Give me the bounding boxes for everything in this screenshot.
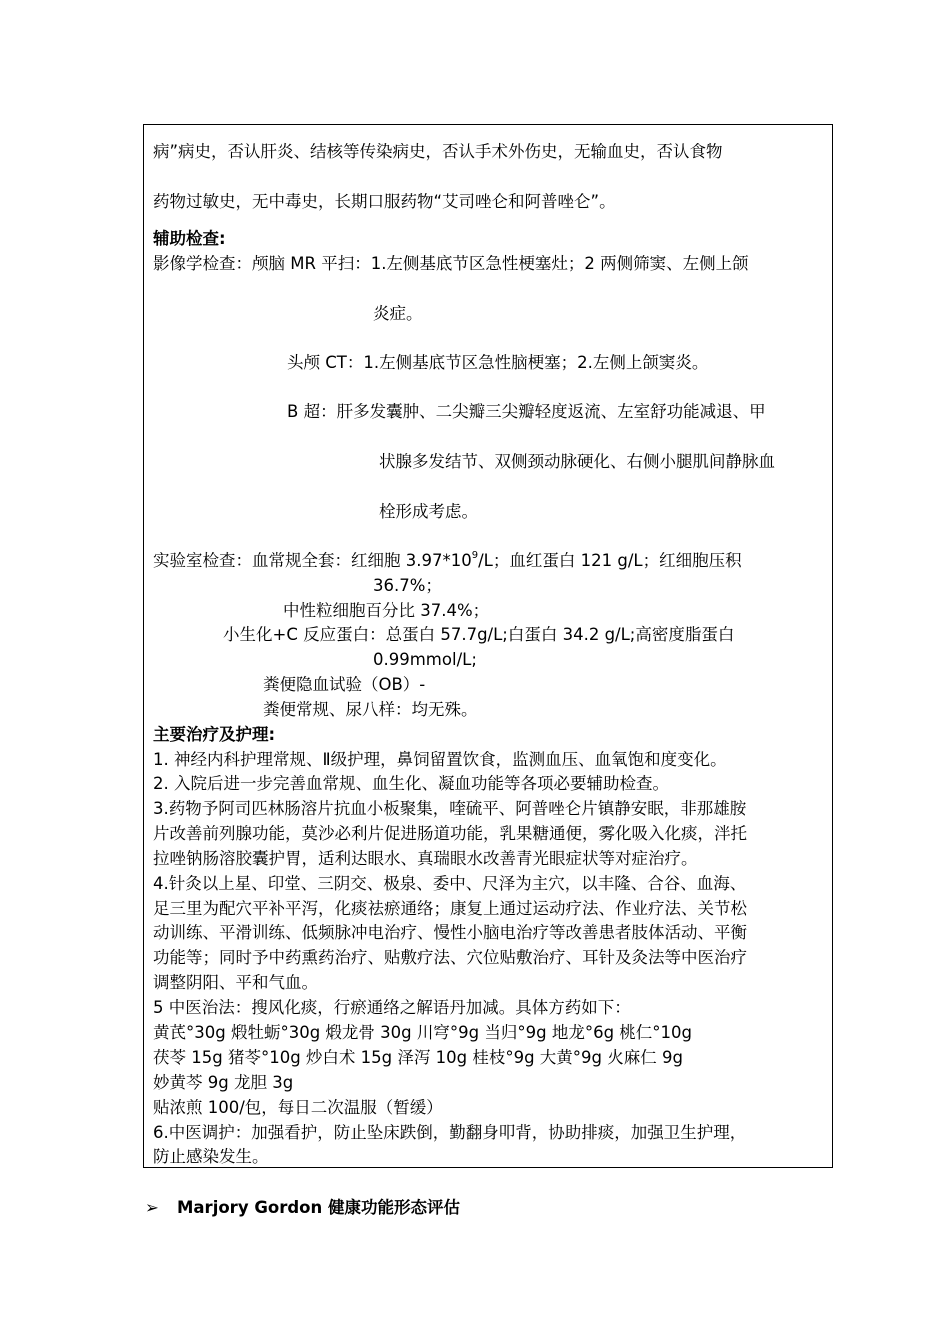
lab-biochem-line-2: 0.99mmol/L; [373, 650, 477, 669]
prescription-line: 黄芪°30g 煅牡蛎°30g 煅龙骨 30g 川穹°9g 当归°9g 地龙°6g 桃仁°10g [153, 1023, 693, 1042]
treatment-line: 片改善前列腺功能，莫沙必利片促进肠道功能，乳果糖通便，雾化吸入化痰，泮托 [153, 824, 747, 843]
prescription-line: 妙黄芩 9g 龙胆 3g [153, 1073, 294, 1092]
lab-blood-suffix: /L；血红蛋白 121 g/L；红细胞压积 [478, 551, 742, 570]
section-heading-title: Marjory Gordon 健康功能形态评估 [177, 1198, 460, 1217]
treatment-line: 6.中医调护：加强看护，防止坠床跌倒，勤翻身叩背，协助排痰，加强卫生护理， [153, 1123, 747, 1142]
treatment-line: 防止感染发生。 [153, 1147, 269, 1166]
lab-neutrophil-line: 中性粒细胞百分比 37.4%； [283, 601, 490, 620]
treatment-line: 3.药物予阿司匹林肠溶片抗血小板聚集，喹硫平、阿普唑仑片镇静安眠，非那雄胺 [153, 799, 747, 818]
treatment-line: 足三里为配穴平补平泻，化痰祛瘀通络；康复上通过运动疗法、作业疗法、关节松 [153, 899, 747, 918]
aux-exam-heading: 辅助检查: [153, 229, 226, 248]
imaging-mr-line-2: 炎症。 [373, 304, 423, 323]
lab-biochem-line-1: 小生化+C 反应蛋白：总蛋白 57.7g/L;白蛋白 34.2 g/L;高密度脂蛋白 [223, 625, 735, 644]
treatment-line: 调整阴阳、平和气血。 [153, 973, 318, 992]
ultrasound-line-2: 状腺多发结节、双侧颈动脉硬化、右侧小腿肌间静脉血 [379, 452, 775, 471]
treatment-line: 5 中医治法：搜风化痰，行瘀通络之解语丹加减。具体方药如下： [153, 998, 631, 1017]
lab-occult-blood-line: 粪便隐血试验（OB）- [263, 675, 426, 694]
lab-blood-line-1 [153, 551, 742, 571]
treatment-line: 功能等；同时予中药熏药治疗、贴敷疗法、穴位贴敷治疗、耳针及灸法等中医治疗 [153, 948, 747, 967]
lab-blood-exponent: 9 [471, 549, 479, 561]
treatment-line: 拉唑钠肠溶胶囊护胃，适利达眼水、真瑞眼水改善青光眼症状等对症治疗。 [153, 849, 698, 868]
prescription-dosage-line: 贴浓煎 100/包，每日二次温服（暂缓） [153, 1098, 443, 1117]
history-line-2: 药物过敏史，无中毒史，长期口服药物“艾司唑仑和阿普唑仑”。 [153, 192, 616, 211]
lab-stool-urine-line: 粪便常规、尿八样：均无殊。 [263, 700, 478, 719]
history-line-1: 病”病史，否认肝炎、结核等传染病史，否认手术外伤史，无输血史，否认食物 [153, 142, 723, 161]
treatment-line: 2. 入院后进一步完善血常规、血生化、凝血功能等各项必要辅助检查。 [153, 774, 669, 793]
lab-blood-line-2: 36.7%； [373, 576, 442, 595]
ultrasound-line-1: B 超：肝多发囊肿、二尖瓣三尖瓣轻度返流、左室舒功能减退、甲 [287, 402, 766, 421]
arrow-bullet-icon: ➢ [145, 1198, 159, 1217]
treatment-heading: 主要治疗及护理: [153, 725, 276, 744]
treatment-line: 动训练、平滑训练、低频脉冲电治疗、慢性小脑电治疗等改善患者肢体活动、平衡 [153, 923, 747, 942]
imaging-mr-line-1: 影像学检查：颅脑 MR 平扫：1.左侧基底节区急性梗塞灶；2 两侧筛窦、左侧上颌 [153, 254, 749, 273]
section-heading [145, 1197, 460, 1219]
ultrasound-line-3: 栓形成考虑。 [379, 502, 478, 521]
treatment-line: 4.针灸以上星、印堂、三阴交、极泉、委中、尺泽为主穴，以丰隆、合谷、血海、 [153, 874, 747, 893]
prescription-line: 茯苓 15g 猪苓°10g 炒白术 15g 泽泻 10g 桂枝°9g 大黄°9g 火麻仁 9g [153, 1048, 683, 1067]
treatment-line: 1. 神经内科护理常规、Ⅱ级护理，鼻饲留置饮食，监测血压、血氧饱和度变化。 [153, 750, 727, 769]
imaging-ct-line: 头颅 CT：1.左侧基底节区急性脑梗塞；2.左侧上颌窦炎。 [287, 353, 709, 372]
lab-blood-prefix: 实验室检查：血常规全套：红细胞 3.97*10 [153, 551, 472, 570]
